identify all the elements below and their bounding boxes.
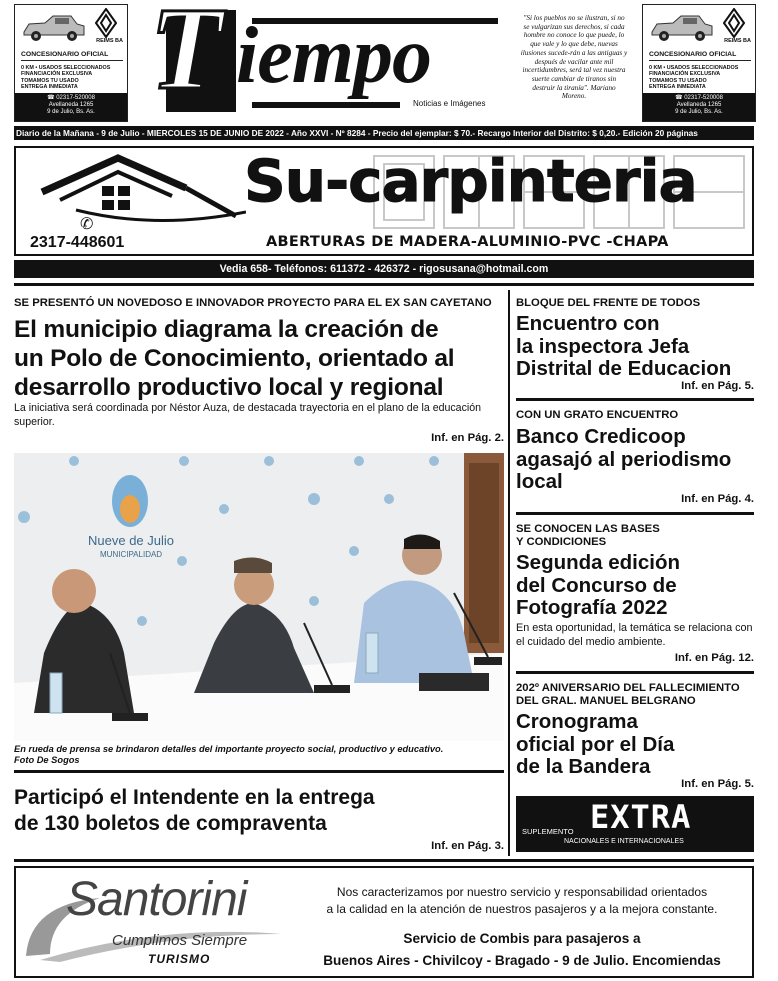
sidebar-kicker: BLOQUE DEL FRENTE DE TODOS — [516, 297, 701, 309]
dealer-item: ENTREGA INMEDIATA — [21, 84, 78, 91]
phone-icon: ☎ — [47, 95, 55, 101]
pickup-truck-icon — [649, 10, 715, 44]
santorini-tourism: TURISMO — [148, 952, 211, 966]
sidebar-headline-line: del Concurso de — [516, 573, 677, 597]
dealer-item: FINANCIACIÓN EXCLUSIVA — [649, 71, 721, 78]
dealer-phone: 02317-520008 — [56, 95, 95, 101]
sidebar-headline-line: la inspectora Jefa — [516, 334, 690, 358]
sidebar-headline — [516, 426, 756, 494]
pickup-truck-icon — [21, 10, 87, 44]
dealer-city: 9 de Julio, Bs. As. — [675, 109, 723, 115]
sidebar-kicker-line: 202º ANIVERSARIO DEL FALLECIMIENTO — [516, 682, 740, 694]
phone-icon: ☎ — [675, 95, 683, 101]
dealer-phone: 02317-520008 — [684, 95, 723, 101]
santorini-description-line: a la calidad en la atención de nuestros pasajeros y a la mejora constante. — [326, 902, 718, 916]
sidebar-headline — [516, 552, 756, 620]
sidebar-body: En esta oportunidad, la temática se relaciona con el cuidado del medio ambiente. — [516, 622, 753, 648]
sidebar-headline-line: Cronograma — [516, 710, 638, 733]
sidebar-headline-line: agasajó al periodismo — [516, 447, 732, 471]
santorini-service-line: Servicio de Combis para pasajeros a — [403, 931, 641, 946]
sidebar-headline-line: de la Bandera — [516, 755, 651, 778]
divider-story2 — [14, 770, 504, 773]
sidebar-page-ref: Inf. en Pág. 5. — [681, 778, 754, 790]
dealer-ad-left — [14, 4, 128, 122]
lead-headline — [14, 315, 506, 402]
extra-supplement-banner — [516, 796, 754, 852]
column-divider — [508, 290, 510, 856]
sidebar-headline — [516, 711, 756, 779]
logo-bar-bottom — [252, 102, 400, 108]
sidebar-divider — [516, 671, 754, 674]
lead-headline-line: El municipio diagrama la creación de — [14, 316, 439, 343]
santorini-description-line: Nos caracterizamos por nuestro servicio y responsabilidad orientados — [336, 885, 708, 899]
photo-caption-text: En rueda de prensa se brindaron detalles del importante proyecto social, productivo y educativo. — [14, 744, 444, 754]
sidebar-page-ref: Inf. en Pág. 5. — [681, 380, 754, 392]
logo-letter-t: T — [150, 0, 223, 114]
sidebar-page-ref: Inf. en Pág. 12. — [674, 652, 754, 664]
carpinteria-title: Su-carpinteria — [244, 147, 697, 215]
story2-headline-line: de 130 boletos de compraventa — [14, 812, 327, 835]
renault-logo-icon — [95, 8, 117, 38]
carpinteria-ad — [14, 146, 754, 256]
santorini-service — [292, 928, 752, 972]
renault-logo-icon — [723, 8, 745, 38]
dealer-item: FINANCIACIÓN EXCLUSIVA — [21, 71, 93, 78]
sidebar-page-ref: Inf. en Pág. 4. — [681, 493, 754, 505]
sidebar-headline-line: oficial por el Día — [516, 732, 675, 756]
sidebar-divider — [516, 512, 754, 515]
sidebar-headline — [516, 313, 756, 381]
carpinteria-subtitle: ABERTURAS DE MADERA-ALUMINIO-PVC -CHAPA — [266, 234, 669, 250]
santorini-service-line: Buenos Aires - Chivilcoy - Bragado - 9 de Julio. Encomiendas — [323, 953, 721, 968]
sidebar-kicker — [516, 682, 756, 708]
sidebar-divider — [516, 398, 754, 401]
divider-top — [14, 283, 754, 286]
divider-bottom — [14, 859, 754, 862]
sidebar-headline-line: Fotografía 2022 — [516, 596, 668, 619]
dealer-city: 9 de Julio, Bs. As. — [47, 109, 95, 115]
photo-backdrop-text: Nueve de Julio — [88, 533, 174, 548]
photo-credit: Foto De Sogos — [14, 755, 80, 765]
press-photo-illustration — [14, 453, 504, 741]
extra-subtitle: NACIONALES E INTERNACIONALES — [564, 838, 684, 845]
dealer-brand: REIMS BA — [96, 38, 123, 44]
dealer-contact — [15, 93, 127, 121]
lead-headline-line: un Polo de Conocimiento, orientado al — [14, 345, 455, 372]
dealer-brand: REIMS BA — [724, 38, 751, 44]
lead-kicker: SE PRESENTÓ UN NOVEDOSO E INNOVADOR PROYECTO PARA EL EX SAN CAYETANO — [14, 297, 492, 309]
santorini-description — [292, 884, 752, 918]
dealer-ad-right — [642, 4, 756, 122]
dealer-item: TOMAMOS TU USADO — [21, 77, 79, 84]
extra-title: EXTRA — [590, 798, 692, 836]
photo-backdrop-subtext: MUNICIPALIDAD — [100, 550, 163, 559]
carpinteria-contact-bar: Vedia 658- Teléfonos: 611372 - 426372 - rigosusana@hotmail.com — [14, 260, 754, 278]
sidebar-kicker-line: DEL GRAL. MANUEL BELGRANO — [516, 695, 696, 707]
dealer-address: Avellaneda 1265 — [676, 102, 722, 108]
moreno-quote: "Si los pueblos no se ilustran, si no se vulgarizan sus derechos, si cada hombre no conoce lo que puede, lo que vale y lo que debe, nuevas ilusiones sucede-rán a las antiguas y después de vacilar ante mil incertidumbres, será tal vez nuestra suerte cambiar de tiranos sin destruir la tiranía". Mariano Moreno. — [520, 14, 628, 101]
sidebar-kicker-line: Y CONDICIONES — [516, 536, 607, 548]
press-conference-photo — [14, 453, 504, 741]
santorini-ad — [14, 866, 754, 978]
dealer-address: Avellaneda 1265 — [48, 102, 94, 108]
sidebar-headline-line: Distrital de Educacion — [516, 357, 732, 380]
sidebar-headline-line: Encuentro con — [516, 312, 660, 335]
dealer-item: TOMAMOS TU USADO — [649, 77, 707, 84]
sidebar-headline-line: local — [516, 470, 563, 493]
extra-supplement-label: SUPLEMENTO — [522, 827, 574, 836]
santorini-tagline: Cumplimos Siempre — [112, 932, 248, 949]
lead-page-ref: Inf. en Pág. 2. — [431, 432, 504, 444]
santorini-name: Santorini — [66, 873, 247, 926]
sidebar-kicker — [516, 523, 754, 549]
story2-page-ref: Inf. en Pág. 3. — [431, 840, 504, 852]
story2-headline-line: Participó el Intendente en la entrega — [14, 786, 375, 809]
dealer-title: CONCESIONARIO OFICIAL — [649, 51, 751, 61]
photo-caption — [14, 744, 506, 766]
house-icon — [36, 152, 246, 230]
dealer-item: 0 KM • USADOS SELECCIONADOS — [649, 65, 739, 71]
dealer-title: CONCESIONARIO OFICIAL — [21, 51, 123, 61]
dealer-item: 0 KM • USADOS SELECCIONADOS — [21, 65, 111, 71]
logo-subtitle: Noticias e Imágenes — [413, 99, 486, 108]
dealer-list — [649, 65, 738, 91]
sidebar-kicker: CON UN GRATO ENCUENTRO — [516, 409, 679, 421]
dealer-list — [21, 65, 110, 91]
whatsapp-icon: ✆ — [80, 216, 94, 233]
lead-headline-line: desarrollo productivo local y regional — [14, 374, 444, 401]
dealer-contact — [643, 93, 755, 121]
sidebar-kicker-line: SE CONOCEN LAS BASES — [516, 523, 660, 535]
carpinteria-phone: 2317-448601 — [30, 234, 125, 251]
dealer-item: ENTREGA INMEDIATA — [649, 84, 706, 91]
sidebar-headline-line: Banco Credicoop — [516, 425, 686, 448]
lead-body: La iniciativa será coordinada por Néstor Auza, de destacada trayectoria en el plano de la educación superior. — [14, 402, 482, 428]
dateline: Diario de la Mañana - 9 de Julio - MIERCOLES 15 DE JUNIO DE 2022 - Año XXVI - Nº 8284 - Precio del ejemplar: $ 70.- Recargo Interior del Distrito: $ 0,20.- Edición 20 páginas — [14, 126, 754, 140]
logo-wordmark: iempo — [236, 12, 431, 100]
sidebar-headline-line: Segunda edición — [516, 551, 681, 574]
story2-headline — [14, 785, 504, 837]
